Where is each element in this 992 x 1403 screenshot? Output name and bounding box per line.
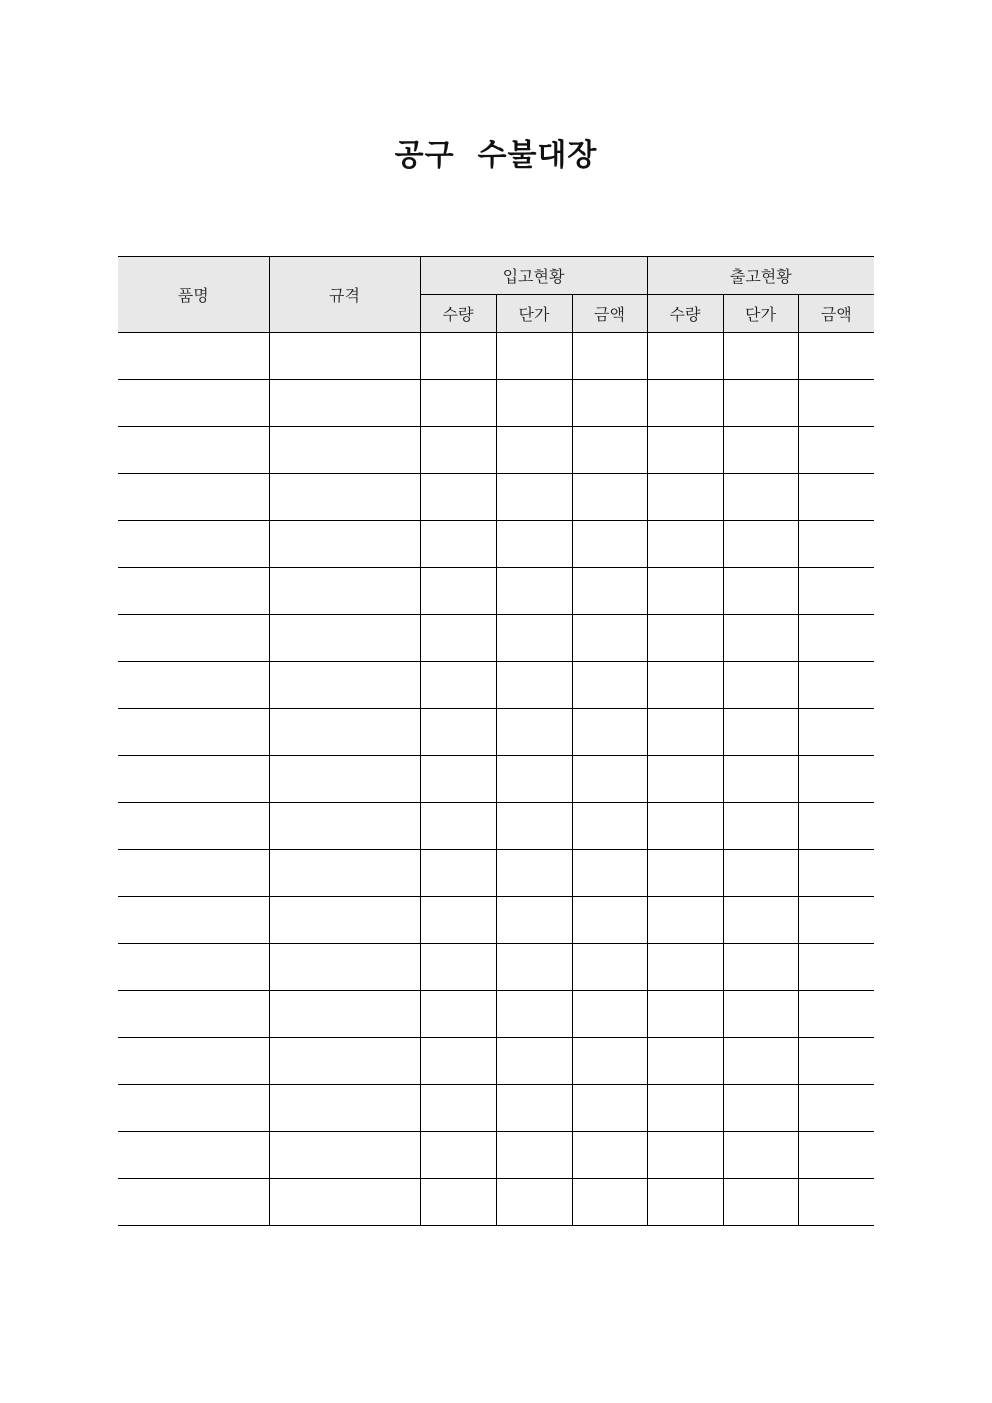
cell-item-name[interactable]	[118, 850, 269, 897]
header-outbound-status: 출고현황	[647, 257, 874, 295]
cell-inbound-amount[interactable]	[572, 474, 647, 521]
cell-outbound-unit-price[interactable]	[723, 850, 798, 897]
header-outbound-unit-price: 단가	[723, 295, 798, 333]
cell-item-name[interactable]	[118, 1179, 269, 1226]
cell-inbound-quantity[interactable]	[420, 615, 496, 662]
cell-inbound-unit-price[interactable]	[496, 897, 572, 944]
header-item-name: 품명	[118, 257, 269, 333]
cell-inbound-amount[interactable]	[572, 991, 647, 1038]
header-outbound-quantity: 수량	[647, 295, 723, 333]
cell-outbound-quantity[interactable]	[647, 427, 723, 474]
cell-inbound-amount[interactable]	[572, 521, 647, 568]
cell-item-name[interactable]	[118, 662, 269, 709]
cell-outbound-amount[interactable]	[798, 333, 874, 380]
cell-outbound-quantity[interactable]	[647, 474, 723, 521]
cell-spec[interactable]	[269, 1085, 420, 1132]
cell-outbound-amount[interactable]	[798, 709, 874, 756]
cell-outbound-amount[interactable]	[798, 1085, 874, 1132]
cell-outbound-quantity[interactable]	[647, 380, 723, 427]
page-title: 공구 수불대장	[394, 138, 598, 173]
cell-inbound-unit-price[interactable]	[496, 1179, 572, 1226]
cell-spec[interactable]	[269, 380, 420, 427]
cell-outbound-unit-price[interactable]	[723, 427, 798, 474]
cell-spec[interactable]	[269, 1038, 420, 1085]
cell-outbound-quantity[interactable]	[647, 662, 723, 709]
cell-outbound-amount[interactable]	[798, 991, 874, 1038]
cell-spec[interactable]	[269, 568, 420, 615]
cell-outbound-amount[interactable]	[798, 662, 874, 709]
header-inbound-unit-price: 단가	[496, 295, 572, 333]
cell-outbound-unit-price[interactable]	[723, 1038, 798, 1085]
table-row	[118, 1085, 874, 1132]
cell-outbound-quantity[interactable]	[647, 756, 723, 803]
cell-outbound-unit-price[interactable]	[723, 1132, 798, 1179]
cell-spec[interactable]	[269, 944, 420, 991]
cell-inbound-amount[interactable]	[572, 615, 647, 662]
cell-inbound-amount[interactable]	[572, 1132, 647, 1179]
cell-outbound-unit-price[interactable]	[723, 756, 798, 803]
cell-item-name[interactable]	[118, 1038, 269, 1085]
ledger-body	[118, 333, 874, 1226]
cell-item-name[interactable]	[118, 709, 269, 756]
cell-inbound-unit-price[interactable]	[496, 756, 572, 803]
table-row	[118, 380, 874, 427]
cell-outbound-quantity[interactable]	[647, 568, 723, 615]
cell-item-name[interactable]	[118, 991, 269, 1038]
cell-outbound-unit-price[interactable]	[723, 615, 798, 662]
cell-item-name[interactable]	[118, 615, 269, 662]
cell-inbound-amount[interactable]	[572, 1179, 647, 1226]
cell-inbound-quantity[interactable]	[420, 474, 496, 521]
table-row	[118, 803, 874, 850]
cell-outbound-quantity[interactable]	[647, 521, 723, 568]
cell-inbound-quantity[interactable]	[420, 1179, 496, 1226]
cell-outbound-unit-price[interactable]	[723, 709, 798, 756]
cell-outbound-quantity[interactable]	[647, 850, 723, 897]
cell-outbound-unit-price[interactable]	[723, 474, 798, 521]
cell-outbound-unit-price[interactable]	[723, 803, 798, 850]
table-row	[118, 991, 874, 1038]
cell-inbound-quantity[interactable]	[420, 568, 496, 615]
cell-item-name[interactable]	[118, 333, 269, 380]
cell-spec[interactable]	[269, 474, 420, 521]
cell-outbound-unit-price[interactable]	[723, 333, 798, 380]
cell-spec[interactable]	[269, 521, 420, 568]
cell-outbound-quantity[interactable]	[647, 615, 723, 662]
cell-inbound-unit-price[interactable]	[496, 850, 572, 897]
cell-inbound-quantity[interactable]	[420, 1132, 496, 1179]
cell-outbound-unit-price[interactable]	[723, 1085, 798, 1132]
cell-inbound-unit-price[interactable]	[496, 333, 572, 380]
table-row	[118, 944, 874, 991]
table-row	[118, 427, 874, 474]
cell-outbound-amount[interactable]	[798, 615, 874, 662]
cell-outbound-amount[interactable]	[798, 803, 874, 850]
cell-spec[interactable]	[269, 803, 420, 850]
cell-inbound-unit-price[interactable]	[496, 991, 572, 1038]
cell-item-name[interactable]	[118, 521, 269, 568]
cell-inbound-quantity[interactable]	[420, 991, 496, 1038]
cell-inbound-amount[interactable]	[572, 662, 647, 709]
cell-inbound-amount[interactable]	[572, 803, 647, 850]
cell-inbound-unit-price[interactable]	[496, 568, 572, 615]
cell-item-name[interactable]	[118, 380, 269, 427]
cell-outbound-quantity[interactable]	[647, 1085, 723, 1132]
cell-inbound-unit-price[interactable]	[496, 1038, 572, 1085]
cell-outbound-amount[interactable]	[798, 1132, 874, 1179]
cell-outbound-amount[interactable]	[798, 427, 874, 474]
table-row	[118, 756, 874, 803]
table-row	[118, 615, 874, 662]
cell-inbound-unit-price[interactable]	[496, 1085, 572, 1132]
table-row	[118, 850, 874, 897]
cell-outbound-amount[interactable]	[798, 1038, 874, 1085]
header-inbound-status: 입고현황	[420, 257, 647, 295]
cell-outbound-unit-price[interactable]	[723, 991, 798, 1038]
cell-outbound-amount[interactable]	[798, 380, 874, 427]
cell-outbound-quantity[interactable]	[647, 1179, 723, 1226]
cell-inbound-unit-price[interactable]	[496, 474, 572, 521]
cell-spec[interactable]	[269, 1132, 420, 1179]
cell-spec[interactable]	[269, 991, 420, 1038]
cell-inbound-unit-price[interactable]	[496, 662, 572, 709]
cell-inbound-unit-price[interactable]	[496, 521, 572, 568]
cell-inbound-quantity[interactable]	[420, 380, 496, 427]
cell-inbound-quantity[interactable]	[420, 427, 496, 474]
cell-inbound-amount[interactable]	[572, 897, 647, 944]
header-outbound-amount: 금액	[798, 295, 874, 333]
cell-inbound-amount[interactable]	[572, 1038, 647, 1085]
cell-outbound-unit-price[interactable]	[723, 944, 798, 991]
cell-inbound-quantity[interactable]	[420, 709, 496, 756]
cell-spec[interactable]	[269, 1179, 420, 1226]
cell-item-name[interactable]	[118, 1085, 269, 1132]
header-spec: 규격	[269, 257, 420, 333]
cell-item-name[interactable]	[118, 944, 269, 991]
cell-inbound-amount[interactable]	[572, 850, 647, 897]
cell-item-name[interactable]	[118, 756, 269, 803]
cell-outbound-amount[interactable]	[798, 850, 874, 897]
cell-inbound-quantity[interactable]	[420, 944, 496, 991]
cell-inbound-quantity[interactable]	[420, 662, 496, 709]
cell-outbound-unit-price[interactable]	[723, 380, 798, 427]
cell-outbound-quantity[interactable]	[647, 897, 723, 944]
cell-inbound-quantity[interactable]	[420, 897, 496, 944]
header-inbound-quantity: 수량	[420, 295, 496, 333]
cell-inbound-unit-price[interactable]	[496, 380, 572, 427]
cell-inbound-quantity[interactable]	[420, 756, 496, 803]
cell-inbound-quantity[interactable]	[420, 521, 496, 568]
cell-inbound-unit-price[interactable]	[496, 427, 572, 474]
cell-outbound-quantity[interactable]	[647, 944, 723, 991]
cell-outbound-quantity[interactable]	[647, 709, 723, 756]
cell-inbound-amount[interactable]	[572, 1085, 647, 1132]
table-row	[118, 662, 874, 709]
cell-outbound-amount[interactable]	[798, 521, 874, 568]
table-row	[118, 333, 874, 380]
cell-item-name[interactable]	[118, 568, 269, 615]
cell-outbound-amount[interactable]	[798, 568, 874, 615]
cell-inbound-unit-price[interactable]	[496, 944, 572, 991]
cell-spec[interactable]	[269, 897, 420, 944]
cell-inbound-amount[interactable]	[572, 756, 647, 803]
cell-outbound-quantity[interactable]	[647, 803, 723, 850]
cell-outbound-amount[interactable]	[798, 1179, 874, 1226]
table-row	[118, 1179, 874, 1226]
cell-outbound-unit-price[interactable]	[723, 662, 798, 709]
table-row	[118, 1132, 874, 1179]
cell-outbound-unit-price[interactable]	[723, 897, 798, 944]
cell-item-name[interactable]	[118, 897, 269, 944]
table-row	[118, 709, 874, 756]
cell-inbound-amount[interactable]	[572, 333, 647, 380]
cell-spec[interactable]	[269, 427, 420, 474]
cell-inbound-amount[interactable]	[572, 380, 647, 427]
cell-outbound-amount[interactable]	[798, 897, 874, 944]
cell-inbound-unit-price[interactable]	[496, 615, 572, 662]
cell-inbound-quantity[interactable]	[420, 333, 496, 380]
cell-item-name[interactable]	[118, 474, 269, 521]
cell-spec[interactable]	[269, 333, 420, 380]
cell-inbound-quantity[interactable]	[420, 1085, 496, 1132]
cell-outbound-unit-price[interactable]	[723, 521, 798, 568]
ledger-table	[118, 256, 874, 1226]
cell-outbound-quantity[interactable]	[647, 1038, 723, 1085]
cell-outbound-amount[interactable]	[798, 756, 874, 803]
cell-inbound-unit-price[interactable]	[496, 709, 572, 756]
cell-inbound-amount[interactable]	[572, 568, 647, 615]
cell-spec[interactable]	[269, 662, 420, 709]
ledger-header	[118, 257, 874, 333]
cell-outbound-quantity[interactable]	[647, 1132, 723, 1179]
cell-outbound-amount[interactable]	[798, 474, 874, 521]
cell-inbound-unit-price[interactable]	[496, 803, 572, 850]
cell-spec[interactable]	[269, 756, 420, 803]
cell-outbound-unit-price[interactable]	[723, 1179, 798, 1226]
cell-spec[interactable]	[269, 709, 420, 756]
cell-inbound-quantity[interactable]	[420, 803, 496, 850]
cell-item-name[interactable]	[118, 1132, 269, 1179]
table-row	[118, 897, 874, 944]
cell-spec[interactable]	[269, 615, 420, 662]
cell-inbound-amount[interactable]	[572, 944, 647, 991]
table-row	[118, 474, 874, 521]
cell-inbound-amount[interactable]	[572, 709, 647, 756]
table-row	[118, 521, 874, 568]
cell-item-name[interactable]	[118, 803, 269, 850]
cell-inbound-quantity[interactable]	[420, 850, 496, 897]
cell-item-name[interactable]	[118, 427, 269, 474]
table-row	[118, 568, 874, 615]
table-row	[118, 1038, 874, 1085]
cell-inbound-unit-price[interactable]	[496, 1132, 572, 1179]
cell-outbound-quantity[interactable]	[647, 333, 723, 380]
cell-outbound-amount[interactable]	[798, 944, 874, 991]
cell-outbound-unit-price[interactable]	[723, 568, 798, 615]
cell-inbound-amount[interactable]	[572, 427, 647, 474]
cell-spec[interactable]	[269, 850, 420, 897]
cell-inbound-quantity[interactable]	[420, 1038, 496, 1085]
cell-outbound-quantity[interactable]	[647, 991, 723, 1038]
header-inbound-amount: 금액	[572, 295, 647, 333]
